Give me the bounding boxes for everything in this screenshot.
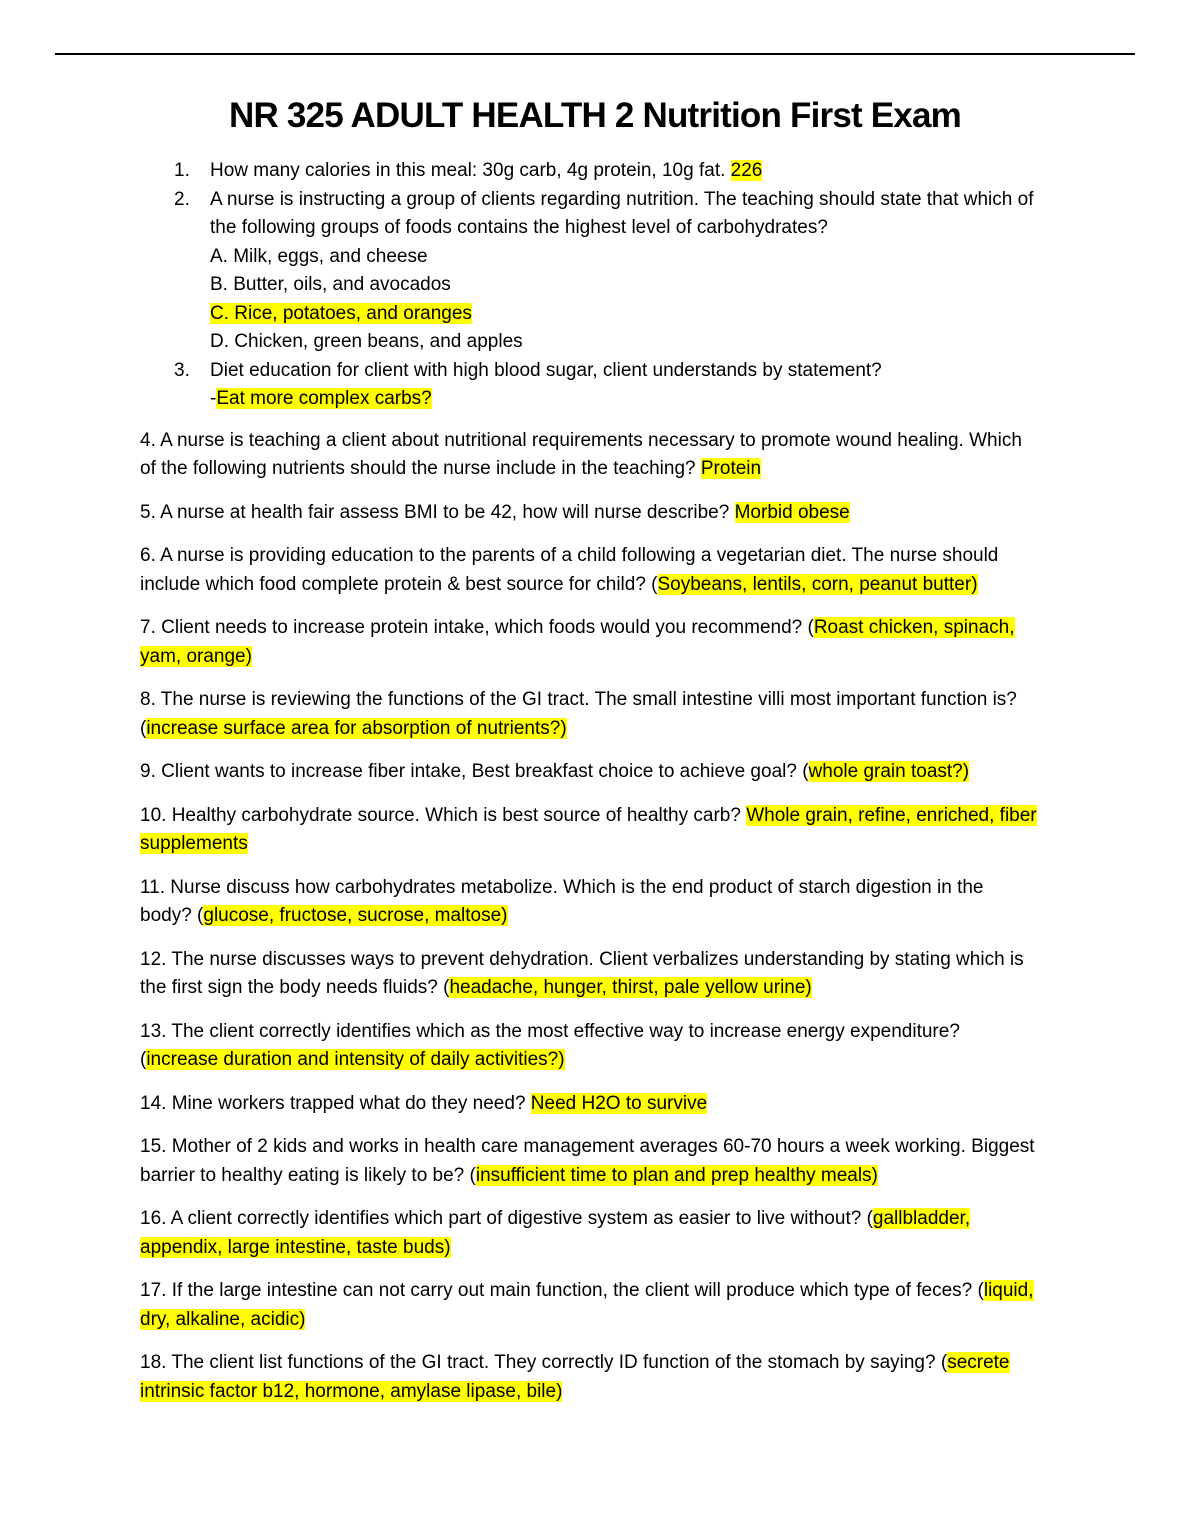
question-text: 8. The nurse is reviewing the functions of the GI tract. The small intestine villi most important function is? ( (140, 689, 1017, 739)
question-paragraph (140, 802, 1040, 859)
question-text: 13. The client correctly identifies which as the most effective way to increase energy expenditure? ( (140, 1020, 960, 1070)
highlighted-answer: 226 (730, 160, 763, 181)
question-number: 3. (174, 359, 190, 381)
page-title: NR 325 ADULT HEALTH 2 Nutrition First Exam (229, 96, 961, 135)
highlighted-answer: Whole grain, refine, enriched, fiber supplements (140, 804, 1037, 854)
question-text: 9. Client wants to increase fiber intake, Best breakfast choice to achieve goal? ( (140, 761, 809, 782)
question-paragraph (140, 1349, 1040, 1406)
question-text: 17. If the large intestine can not carry out main function, the client will produce which type of feces? ( (140, 1280, 984, 1301)
question-text: A nurse is instructing a group of clients regarding nutrition. The teaching should state that which of the following groups of foods contains the highest level of carbohydrates? (210, 188, 1034, 238)
highlighted-answer: insufficient time to plan and prep healthy meals) (475, 1164, 878, 1186)
question-paragraphs (140, 427, 1040, 1407)
highlighted-answer: gallbladder, appendix, large intestine, taste buds) (140, 1208, 971, 1258)
question-item (140, 357, 1040, 414)
question-paragraph (140, 1277, 1040, 1334)
highlighted-answer: increase surface area for absorption of nutrients?) (146, 717, 567, 739)
highlighted-answer: C. Rice, potatoes, and oranges (210, 302, 472, 324)
question-text: 11. Nurse discuss how carbohydrates metabolize. Which is the end product of starch digestion in the body? ( (140, 876, 984, 926)
highlighted-answer: headache, hunger, thirst, pale yellow urine) (449, 977, 812, 998)
question-paragraph (140, 758, 1040, 787)
highlighted-answer: Protein (700, 458, 762, 479)
question-text: 15. Mother of 2 kids and works in health care management averages 60-70 hours a week working. Biggest barrier to healthy eating is likely to be? ( (140, 1136, 1035, 1186)
question-text: 14. Mine workers trapped what do they need? (140, 1092, 531, 1114)
question-text: 12. The nurse discusses ways to prevent dehydration. Client verbalizes understanding by stating which is the first sign the body needs fluids? ( (140, 948, 1024, 998)
question-paragraph (140, 542, 1040, 599)
question-text: 4. A nurse is teaching a client about nutritional requirements necessary to promote wound healing. Which of the following nutrients should the nurse include in the teaching? (140, 429, 1022, 479)
highlighted-answer: Need H2O to survive (530, 1092, 708, 1114)
highlighted-answer: secrete intrinsic factor b12, hormone, amylase lipase, bile) (140, 1352, 1010, 1402)
question-paragraph (140, 614, 1040, 671)
answer-option: B. Butter, oils, and avocados (210, 274, 451, 295)
highlighted-answer: Morbid obese (734, 501, 850, 523)
highlighted-answer: Eat more complex carbs? (216, 388, 432, 409)
answer-line (210, 385, 1040, 414)
highlighted-answer: increase duration and intensity of daily activities?) (146, 1049, 565, 1070)
highlighted-answer: liquid, dry, alkaline, acidic) (140, 1280, 1034, 1330)
document-body (140, 157, 1040, 1421)
question-number: 1. (174, 160, 190, 181)
top-divider (55, 53, 1135, 55)
question-paragraph (140, 427, 1040, 484)
question-text: 16. A client correctly identifies which part of digestive system as easier to live without? ( (140, 1208, 873, 1229)
question-item (140, 186, 1040, 357)
highlighted-answer: Soybeans, lentils, corn, peanut butter) (657, 573, 978, 595)
question-item (140, 157, 1040, 186)
question-paragraph (140, 499, 1040, 528)
question-number: 2. (174, 188, 190, 210)
answer-option-correct (210, 300, 1040, 329)
highlighted-answer: Roast chicken, spinach, yam, orange) (140, 617, 1015, 667)
question-text: 6. A nurse is providing education to the parents of a child following a vegetarian diet. The nurse should include which food complete protein & best source for child? ( (140, 545, 999, 595)
question-paragraph (140, 874, 1040, 931)
question-text: 5. A nurse at health fair assess BMI to be 42, how will nurse describe? (140, 501, 735, 523)
numbered-question-list (140, 157, 1040, 414)
question-paragraph (140, 686, 1040, 743)
question-paragraph (140, 1090, 1040, 1119)
question-text: 7. Client needs to increase protein intake, which foods would you recommend? ( (140, 617, 814, 638)
question-text: 10. Healthy carbohydrate source. Which is best source of healthy carb? (140, 804, 747, 826)
question-paragraph (140, 1205, 1040, 1262)
question-text: How many calories in this meal: 30g carb, 4g protein, 10g fat. (210, 160, 731, 181)
question-paragraph (140, 1133, 1040, 1190)
question-paragraph (140, 946, 1040, 1003)
answer-option: A. Milk, eggs, and cheese (210, 245, 428, 267)
highlighted-answer: whole grain toast?) (808, 761, 970, 782)
question-paragraph (140, 1018, 1040, 1075)
answer-option: D. Chicken, green beans, and apples (210, 331, 523, 352)
highlighted-answer: glucose, fructose, sucrose, maltose) (203, 905, 508, 926)
question-text: 18. The client list functions of the GI tract. They correctly ID function of the stomach by saying? ( (140, 1352, 948, 1373)
question-text: Diet education for client with high blood sugar, client understands by statement? (210, 359, 882, 381)
answer-prefix: - (210, 388, 217, 409)
